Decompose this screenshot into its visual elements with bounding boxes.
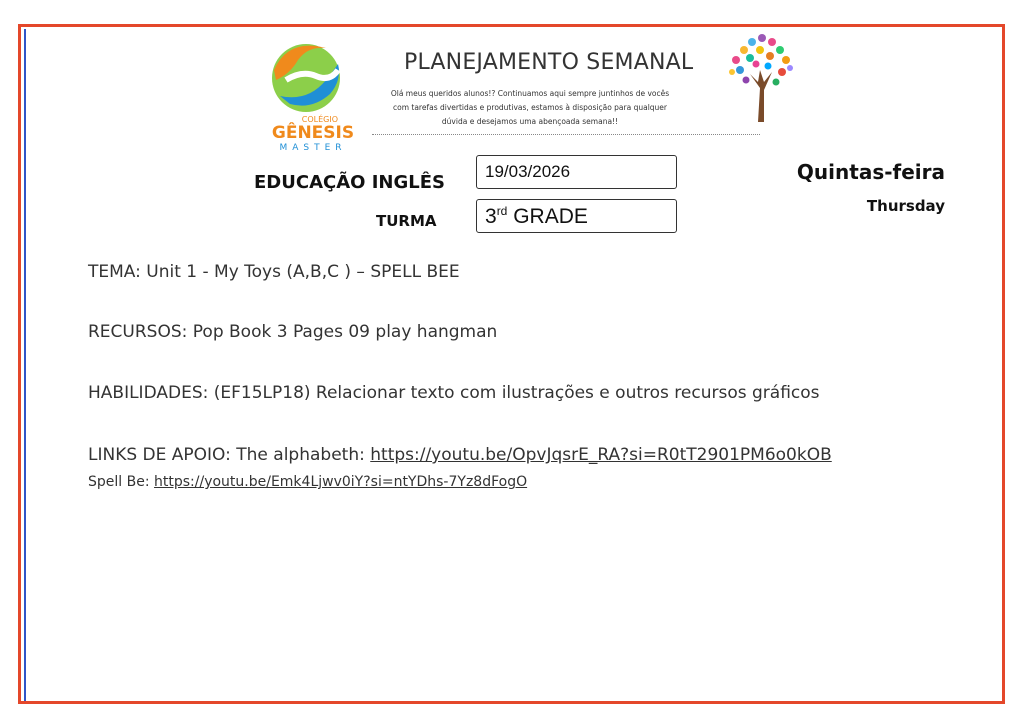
date-field[interactable] — [476, 155, 677, 189]
day-english: Thursday — [866, 197, 945, 215]
grade-word: GRADE — [513, 205, 588, 228]
welcome-message — [380, 87, 680, 129]
recursos-text: RECURSOS: Pop Book 3 Pages 09 play hangman — [88, 322, 498, 342]
links-row — [88, 445, 832, 465]
spell-label: Spell Be: — [88, 474, 150, 490]
welcome-line: com tarefas divertidas e produtivas, estamos à disposição para qualquer — [392, 103, 667, 112]
links-label: LINKS DE APOIO: The alphabeth: — [88, 445, 365, 465]
subject-label: EDUCAÇÃO INGLÊS — [254, 172, 445, 193]
grade-field[interactable] — [476, 199, 677, 233]
page-title: PLANEJAMENTO SEMANAL — [404, 50, 694, 75]
header-divider — [372, 134, 760, 135]
spell-bee-video-link[interactable]: https://youtu.be/Emk4Ljwv0iY?si=ntYDhs-7Yz8dFogO — [154, 474, 528, 490]
tree-icon — [722, 30, 797, 125]
grade-number: 3 — [485, 205, 497, 228]
side-accent-line — [24, 29, 26, 701]
logo-icon — [268, 40, 368, 152]
logo-line3: MASTER — [279, 143, 347, 152]
welcome-line: Olá meus queridos alunos!? Continuamos aqui sempre juntinhos de vocês — [390, 89, 670, 98]
logo-line2: GÊNESIS — [271, 123, 355, 143]
turma-label: TURMA — [376, 212, 437, 230]
logo-line1: COLÉGIO — [301, 115, 338, 124]
day-portuguese: Quintas-feira — [796, 160, 945, 184]
date-value: 19/03/2026 — [485, 162, 571, 181]
grade-suffix: rd — [496, 204, 508, 218]
spell-row — [88, 474, 527, 490]
habilidades-text: HABILIDADES: (EF15LP18) Relacionar texto com ilustrações e outros recursos gráficos — [88, 383, 820, 403]
school-logo — [268, 40, 368, 152]
welcome-line: dúvida e desejamos uma abençoada semana!! — [441, 117, 619, 126]
alphabet-video-link[interactable]: https://youtu.be/OpvJqsrE_RA?si=R0tT2901PM6o0kOB — [370, 445, 832, 465]
tema-text: TEMA: Unit 1 - My Toys (A,B,C ) – SPELL BEE — [88, 262, 460, 282]
tree-illustration — [722, 30, 797, 125]
